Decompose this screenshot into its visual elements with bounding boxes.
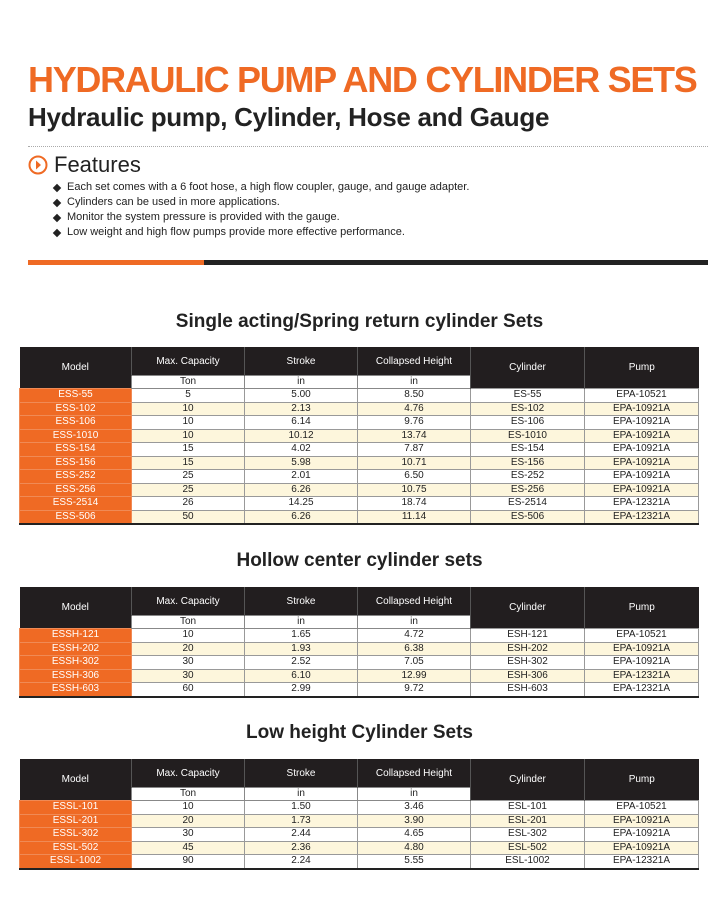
cell-model: ESS-2514 xyxy=(20,497,132,511)
section-rule-dark xyxy=(204,260,708,265)
cell-model: ESSH-121 xyxy=(20,629,132,643)
cell-stroke: 2.24 xyxy=(245,855,358,869)
table-row xyxy=(20,656,699,670)
col-header-collapsed-height: Collapsed Height xyxy=(358,759,471,788)
page-subtitle: Hydraulic pump, Cylinder, Hose and Gauge xyxy=(28,102,550,132)
cell-cylinder: ES-2514 xyxy=(471,497,585,511)
cell-collapsed-height: 9.72 xyxy=(358,683,471,697)
cell-capacity: 50 xyxy=(132,510,245,524)
cell-cylinder: ES-156 xyxy=(471,456,585,470)
cell-pump: EPA-10921A xyxy=(585,841,699,855)
col-header-pump: Pump xyxy=(585,587,699,629)
cell-model: ESSL-1002 xyxy=(20,855,132,869)
cell-capacity: 10 xyxy=(132,801,245,815)
feature-text: Monitor the system pressure is provided with the gauge. xyxy=(67,211,340,223)
col-header-stroke: Stroke xyxy=(245,347,358,376)
cell-collapsed-height: 12.99 xyxy=(358,669,471,683)
col-header-cylinder: Cylinder xyxy=(471,587,585,629)
cell-stroke: 4.02 xyxy=(245,443,358,457)
cell-cylinder: ESL-502 xyxy=(471,841,585,855)
cell-cylinder: ES-55 xyxy=(471,389,585,403)
cell-collapsed-height: 11.14 xyxy=(358,510,471,524)
feature-item xyxy=(54,210,469,225)
cell-collapsed-height: 18.74 xyxy=(358,497,471,511)
cell-collapsed-height: 4.65 xyxy=(358,828,471,842)
col-header-capacity: Max. Capacity xyxy=(132,347,245,376)
table-row xyxy=(20,828,699,842)
feature-item xyxy=(54,225,469,240)
cell-capacity: 15 xyxy=(132,443,245,457)
feature-text: Cylinders can be used in more applications. xyxy=(67,196,280,208)
cell-pump: EPA-12321A xyxy=(585,855,699,869)
col-header-pump: Pump xyxy=(585,759,699,801)
section-rule-accent xyxy=(28,260,204,265)
cell-collapsed-height: 6.38 xyxy=(358,642,471,656)
cell-collapsed-height: 10.71 xyxy=(358,456,471,470)
cell-model: ESSH-302 xyxy=(20,656,132,670)
cell-pump: EPA-10921A xyxy=(585,814,699,828)
cell-model: ESS-256 xyxy=(20,483,132,497)
unit-ton: Ton xyxy=(132,616,245,629)
cell-pump: EPA-10921A xyxy=(585,470,699,484)
table-row xyxy=(20,801,699,815)
cell-collapsed-height: 4.72 xyxy=(358,629,471,643)
col-header-stroke: Stroke xyxy=(245,587,358,616)
table-row xyxy=(20,402,699,416)
cell-stroke: 6.14 xyxy=(245,416,358,430)
table-row xyxy=(20,642,699,656)
cell-pump: EPA-12321A xyxy=(585,683,699,697)
unit-collapsed: in xyxy=(358,616,471,629)
cell-stroke: 5.98 xyxy=(245,456,358,470)
cell-stroke: 5.00 xyxy=(245,389,358,403)
features-title: Features xyxy=(54,152,141,177)
col-header-model: Model xyxy=(20,759,132,801)
unit-stroke: in xyxy=(245,616,358,629)
table-title-single-acting: Single acting/Spring return cylinder Sets xyxy=(175,311,544,332)
cell-pump: EPA-12321A xyxy=(585,669,699,683)
cell-cylinder: ES-506 xyxy=(471,510,585,524)
feature-item xyxy=(54,195,469,210)
table-row xyxy=(20,841,699,855)
diamond-bullet-icon xyxy=(53,198,61,206)
spec-table-single-acting xyxy=(19,347,699,525)
table-row xyxy=(20,470,699,484)
cell-capacity: 10 xyxy=(132,402,245,416)
cell-pump: EPA-10921A xyxy=(585,483,699,497)
cell-capacity: 5 xyxy=(132,389,245,403)
table-row xyxy=(20,429,699,443)
spec-table-low-height xyxy=(19,759,699,870)
cell-capacity: 45 xyxy=(132,841,245,855)
cell-capacity: 15 xyxy=(132,456,245,470)
cell-pump: EPA-10921A xyxy=(585,402,699,416)
table-row xyxy=(20,456,699,470)
cell-model: ESS-1010 xyxy=(20,429,132,443)
table-row xyxy=(20,669,699,683)
cell-capacity: 30 xyxy=(132,669,245,683)
cell-capacity: 90 xyxy=(132,855,245,869)
cell-stroke: 2.01 xyxy=(245,470,358,484)
cell-model: ESS-102 xyxy=(20,402,132,416)
cell-cylinder: ES-256 xyxy=(471,483,585,497)
cell-cylinder: ESL-302 xyxy=(471,828,585,842)
dotted-divider xyxy=(28,146,708,147)
cell-collapsed-height: 3.90 xyxy=(358,814,471,828)
feature-text: Low weight and high flow pumps provide more effective performance. xyxy=(67,226,405,238)
cell-collapsed-height: 4.80 xyxy=(358,841,471,855)
cell-capacity: 20 xyxy=(132,814,245,828)
cell-cylinder: ESH-202 xyxy=(471,642,585,656)
table-title-hollow-center: Hollow center cylinder sets xyxy=(236,550,483,571)
cell-collapsed-height: 3.46 xyxy=(358,801,471,815)
arrow-right-circle-icon xyxy=(28,155,48,175)
unit-collapsed: in xyxy=(358,788,471,801)
cell-model: ESS-156 xyxy=(20,456,132,470)
cell-cylinder: ESL-101 xyxy=(471,801,585,815)
col-header-pump: Pump xyxy=(585,347,699,389)
unit-collapsed: in xyxy=(358,376,471,389)
cell-stroke: 1.93 xyxy=(245,642,358,656)
col-header-collapsed-height: Collapsed Height xyxy=(358,587,471,616)
cell-collapsed-height: 8.50 xyxy=(358,389,471,403)
cell-capacity: 25 xyxy=(132,470,245,484)
cell-model: ESSL-502 xyxy=(20,841,132,855)
cell-model: ESSH-603 xyxy=(20,683,132,697)
cell-cylinder: ES-1010 xyxy=(471,429,585,443)
feature-text: Each set comes with a 6 foot hose, a high flow coupler, gauge, and gauge adapter. xyxy=(67,181,470,193)
cell-capacity: 25 xyxy=(132,483,245,497)
cell-cylinder: ES-106 xyxy=(471,416,585,430)
cell-stroke: 2.99 xyxy=(245,683,358,697)
cell-capacity: 10 xyxy=(132,629,245,643)
features-heading xyxy=(28,152,141,178)
table-row xyxy=(20,814,699,828)
cell-pump: EPA-12321A xyxy=(585,510,699,524)
cell-collapsed-height: 10.75 xyxy=(358,483,471,497)
cell-cylinder: ES-252 xyxy=(471,470,585,484)
cell-stroke: 2.52 xyxy=(245,656,358,670)
cell-collapsed-height: 7.87 xyxy=(358,443,471,457)
cell-cylinder: ESH-306 xyxy=(471,669,585,683)
diamond-bullet-icon xyxy=(53,213,61,221)
cell-stroke: 2.36 xyxy=(245,841,358,855)
page-title: HYDRAULIC PUMP AND CYLINDER SETS xyxy=(28,59,697,100)
table-row xyxy=(20,416,699,430)
cell-model: ESSL-302 xyxy=(20,828,132,842)
cell-model: ESS-154 xyxy=(20,443,132,457)
cell-collapsed-height: 13.74 xyxy=(358,429,471,443)
cell-capacity: 10 xyxy=(132,416,245,430)
table-row xyxy=(20,629,699,643)
cell-capacity: 60 xyxy=(132,683,245,697)
table-row xyxy=(20,510,699,524)
cell-stroke: 2.13 xyxy=(245,402,358,416)
cell-capacity: 20 xyxy=(132,642,245,656)
table-row xyxy=(20,683,699,697)
table-row xyxy=(20,483,699,497)
col-header-cylinder: Cylinder xyxy=(471,347,585,389)
diamond-bullet-icon xyxy=(53,183,61,191)
col-header-model: Model xyxy=(20,347,132,389)
cell-model: ESSL-201 xyxy=(20,814,132,828)
cell-stroke: 2.44 xyxy=(245,828,358,842)
cell-stroke: 10.12 xyxy=(245,429,358,443)
cell-pump: EPA-10921A xyxy=(585,429,699,443)
table-row xyxy=(20,389,699,403)
cell-cylinder: ESL-1002 xyxy=(471,855,585,869)
cell-model: ESS-55 xyxy=(20,389,132,403)
cell-stroke: 1.65 xyxy=(245,629,358,643)
cell-pump: EPA-10521 xyxy=(585,389,699,403)
cell-capacity: 30 xyxy=(132,656,245,670)
cell-model: ESSL-101 xyxy=(20,801,132,815)
cell-collapsed-height: 7.05 xyxy=(358,656,471,670)
table-row xyxy=(20,443,699,457)
cell-stroke: 1.50 xyxy=(245,801,358,815)
cell-model: ESSH-306 xyxy=(20,669,132,683)
cell-capacity: 10 xyxy=(132,429,245,443)
col-header-capacity: Max. Capacity xyxy=(132,587,245,616)
feature-list xyxy=(54,180,469,240)
cell-stroke: 14.25 xyxy=(245,497,358,511)
cell-stroke: 6.26 xyxy=(245,510,358,524)
col-header-collapsed-height: Collapsed Height xyxy=(358,347,471,376)
table-row xyxy=(20,855,699,869)
cell-cylinder: ES-102 xyxy=(471,402,585,416)
col-header-stroke: Stroke xyxy=(245,759,358,788)
cell-cylinder: ESH-121 xyxy=(471,629,585,643)
cell-collapsed-height: 4.76 xyxy=(358,402,471,416)
feature-item xyxy=(54,180,469,195)
cell-cylinder: ESL-201 xyxy=(471,814,585,828)
cell-pump: EPA-10521 xyxy=(585,801,699,815)
cell-model: ESSH-202 xyxy=(20,642,132,656)
cell-cylinder: ESH-603 xyxy=(471,683,585,697)
cell-pump: EPA-10921A xyxy=(585,456,699,470)
cell-pump: EPA-12321A xyxy=(585,497,699,511)
col-header-cylinder: Cylinder xyxy=(471,759,585,801)
col-header-model: Model xyxy=(20,587,132,629)
cell-collapsed-height: 6.50 xyxy=(358,470,471,484)
cell-model: ESS-252 xyxy=(20,470,132,484)
cell-stroke: 6.10 xyxy=(245,669,358,683)
diamond-bullet-icon xyxy=(53,228,61,236)
cell-model: ESS-506 xyxy=(20,510,132,524)
cell-pump: EPA-10921A xyxy=(585,642,699,656)
unit-stroke: in xyxy=(245,376,358,389)
spec-table-hollow-center xyxy=(19,587,699,698)
cell-pump: EPA-10521 xyxy=(585,629,699,643)
cell-pump: EPA-10921A xyxy=(585,416,699,430)
cell-model: ESS-106 xyxy=(20,416,132,430)
cell-collapsed-height: 9.76 xyxy=(358,416,471,430)
cell-capacity: 30 xyxy=(132,828,245,842)
table-title-low-height: Low height Cylinder Sets xyxy=(246,722,473,743)
unit-stroke: in xyxy=(245,788,358,801)
unit-ton: Ton xyxy=(132,376,245,389)
cell-pump: EPA-10921A xyxy=(585,828,699,842)
table-row xyxy=(20,497,699,511)
cell-cylinder: ESH-302 xyxy=(471,656,585,670)
cell-stroke: 6.26 xyxy=(245,483,358,497)
cell-stroke: 1.73 xyxy=(245,814,358,828)
cell-collapsed-height: 5.55 xyxy=(358,855,471,869)
unit-ton: Ton xyxy=(132,788,245,801)
cell-pump: EPA-10921A xyxy=(585,443,699,457)
cell-pump: EPA-10921A xyxy=(585,656,699,670)
cell-cylinder: ES-154 xyxy=(471,443,585,457)
cell-capacity: 26 xyxy=(132,497,245,511)
col-header-capacity: Max. Capacity xyxy=(132,759,245,788)
